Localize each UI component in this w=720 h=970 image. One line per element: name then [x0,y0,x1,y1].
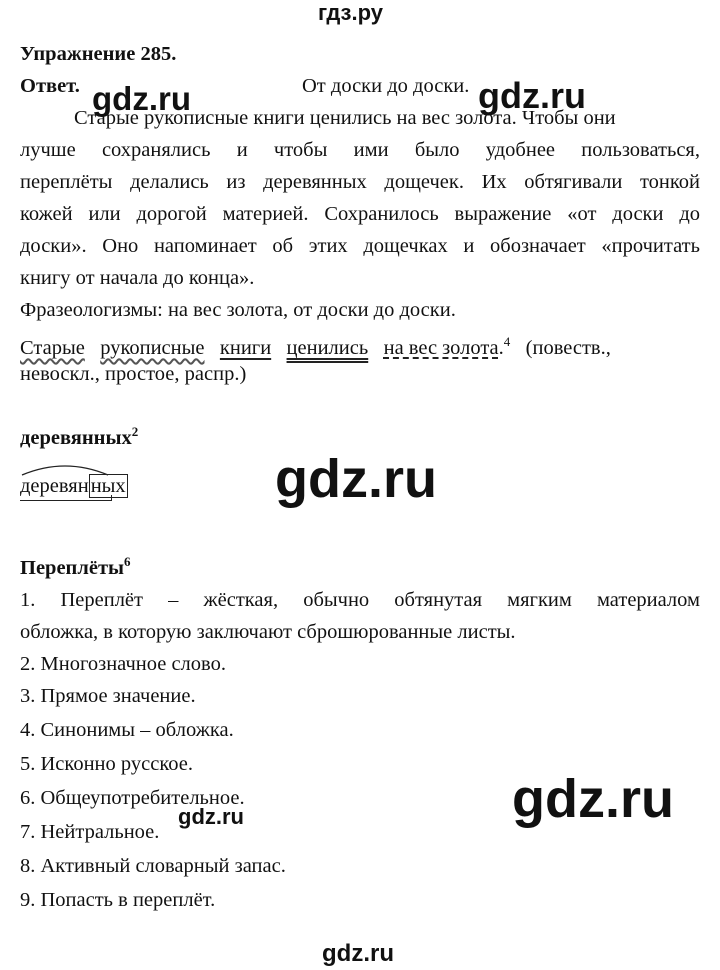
exercise-title: Упражнение 285. [20,43,177,65]
analysis-line-10: 9. Попасть в переплёт. [20,889,216,911]
analysis-line-9: 8. Активный словарный запас. [20,855,286,877]
parse-word-attribute-1: Старые [20,336,85,359]
watermark-top: гдз.ру [318,0,383,25]
paragraph-line-5: доски». Оно напоминает об этих дощечках и обозначает «прочитать [20,235,700,257]
morpheme-ending: ных [90,475,126,497]
root-arc-icon [20,463,110,477]
watermark-bottom: gdz.ru [322,940,394,967]
parse-line-2: невоскл., простое, распр.) [20,363,247,385]
watermark-b: gdz.ru [478,75,586,116]
watermark-a: gdz.ru [92,80,191,117]
morpheme-analysis [20,473,128,499]
analysis-line-7: 6. Общеупотребительное. [20,787,245,809]
analysis-line-2: обложка, в которую заключают сброшюрованные листы. [20,621,516,643]
analysis-line-3: 2. Многозначное слово. [20,653,226,675]
paragraph-line-2: лучше сохранялись и чтобы ими было удобнее пользоваться, [20,139,700,161]
word-derevyannykh-sup: 2 [131,424,139,439]
word-derevyannykh: деревянных [20,426,132,449]
analysis-line-8: 7. Нейтральное. [20,821,160,843]
parse-sup: 4 [503,334,511,349]
paragraph-line-4: кожей или дорогой материей. Сохранилось выражение «от доски до [20,203,700,225]
parse-characteristics: (повеств., [525,336,611,359]
analysis-line-1: 1. Переплёт – жёсткая, обычно обтянутая мягким материалом [20,589,700,611]
paragraph-line-1: Старые рукописные книги ценились на вес золота. Чтобы они [74,107,616,129]
parse-word-attribute-2: рукописные [100,336,205,359]
paragraph-line-6: книгу от начала до конца». [20,267,255,289]
parse-word-subject: книги [219,336,272,359]
parse-period: . [498,336,504,359]
word-base-underline [20,500,112,501]
word-pereplyoty-heading [20,546,131,584]
analysis-line-5: 4. Синонимы – обложка. [20,719,234,741]
answer-label: Ответ. [20,75,80,97]
analysis-line-4: 3. Прямое значение. [20,685,196,707]
paragraph-line-3: переплёты делались из деревянных дощечек. Их обтягивали тонкой [20,171,700,193]
word-derevyannykh-heading [20,416,138,454]
phraseologisms-line: Фразеологизмы: на вес золота, от доски до доски. [20,299,456,321]
watermark-center: gdz.ru [275,449,437,509]
word-base-tick [111,495,112,501]
parse-word-predicate: ценились [286,336,369,359]
word-pereplyoty: Переплёты [20,556,125,579]
watermark-right: gdz.ru [512,769,674,829]
text-title: От доски до доски. [302,75,470,97]
analysis-line-6: 5. Исконно русское. [20,753,193,775]
parse-word-adverbial: на вес золота [383,336,499,359]
morpheme-root: деревян [20,475,89,497]
watermark-small: gdz.ru [178,804,244,829]
word-pereplyoty-sup: 6 [124,554,131,569]
